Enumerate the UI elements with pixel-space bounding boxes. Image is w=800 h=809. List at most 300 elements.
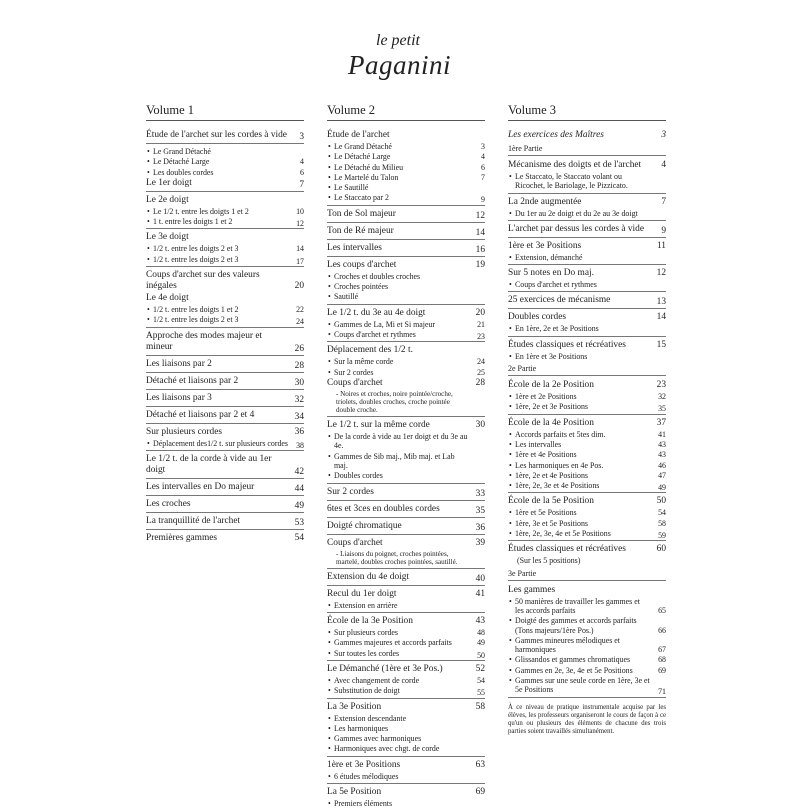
page-number: 54: [294, 532, 304, 543]
page-number: 22: [296, 305, 304, 315]
toc-subentry: [508, 508, 666, 517]
toc-entry: [327, 420, 485, 431]
toc-subentry: [508, 392, 666, 401]
entry-text: Avec changement de corde: [334, 676, 420, 685]
entry-text: Sur la même corde: [334, 357, 394, 367]
toc-entry: [146, 410, 304, 424]
toc-subentry: [327, 390, 485, 417]
toc-subentry: [327, 292, 485, 304]
toc-entry: [327, 345, 485, 356]
toc-entry: [327, 616, 485, 627]
page-number: 42: [294, 466, 304, 477]
toc-subentry: [508, 529, 666, 541]
toc-entry: [146, 516, 304, 530]
entry-text: Le Martelé du Talon: [334, 172, 399, 182]
toc-entry: [508, 585, 666, 596]
page-number: 36: [294, 426, 304, 437]
toc-entry: [146, 270, 304, 292]
page-number: 30: [294, 377, 304, 388]
entry-text: 1ère et 3e Positions: [327, 759, 401, 770]
toc-subentry: [146, 244, 304, 253]
toc-entry: [327, 538, 485, 549]
entry-text: 1ère, 2e, 3e et 4e Positions: [515, 481, 600, 491]
toc-entry: [508, 160, 666, 171]
toc-entry: [508, 544, 666, 555]
toc-entry: [508, 380, 666, 391]
toc-subentry: [327, 272, 485, 281]
page-number: 3: [661, 130, 666, 140]
toc-entry: [327, 260, 485, 271]
toc-entry: [327, 589, 485, 600]
toc-subentry: [327, 163, 485, 172]
entry-text: Doubles cordes: [334, 471, 383, 481]
footer-note: À ce niveau de pratique instrumentale acquise par les élèves, les professeurs organiseront le cours de façon à ce qu'un ou plusieurs des éléments de chacune des trois parties soient travaillés simultanément.: [508, 703, 666, 735]
entry-text: Déplacement des1/2 t. sur plusieurs cordes: [153, 438, 288, 448]
entry-text: Les liaisons par 3: [146, 392, 212, 403]
entry-text: 1/2 t. entre les doigts 2 et 3: [153, 244, 239, 254]
entry-text: La 5e Position: [327, 787, 382, 798]
entry-text: (Sur les 5 positions): [517, 556, 581, 566]
entry-text: 1/2 t. entre les doigts 2 et 3: [153, 254, 239, 264]
page-number: 44: [294, 483, 304, 494]
entry-text: La 2nde augmentée: [508, 196, 582, 207]
page-number: 41: [658, 429, 666, 439]
page-number: 3: [481, 142, 485, 151]
toc-subentry: [146, 217, 304, 229]
toc-entry: [327, 702, 485, 713]
page-number: 10: [296, 206, 304, 216]
entry-text: Déplacement des 1/2 t.: [327, 345, 413, 356]
toc-subentry: [508, 461, 666, 470]
entry-text: 1ère, 2e et 4e Positions: [515, 470, 588, 480]
toc-entry: [327, 487, 485, 501]
page-number: 12: [656, 268, 666, 279]
toc-subentry: [327, 686, 485, 698]
entry-text: Ton de Sol majeur: [327, 208, 396, 219]
toc-subentry: [508, 440, 666, 449]
page-number: 11: [656, 240, 666, 251]
toc-entry: [146, 130, 304, 144]
page-number: 46: [658, 460, 666, 470]
toc-entry: [327, 664, 485, 675]
page-number: 21: [477, 319, 485, 329]
logo-line2: Paganini: [348, 50, 451, 80]
page-number: 35: [658, 404, 666, 414]
page-number: 36: [475, 522, 485, 533]
toc-entry: [146, 293, 304, 304]
entry-text: Études classiques et récréatives: [508, 339, 626, 350]
toc-subentry: [327, 183, 485, 192]
toc-entry: [508, 197, 666, 208]
toc-entry: [508, 496, 666, 507]
entry-text: Gammes mineures mélodiques et harmoniques: [515, 635, 620, 655]
entry-text: Le Grand Détaché: [153, 147, 211, 156]
page-number: 69: [658, 665, 666, 675]
entry-text: Gammes majeures et accords parfaits: [334, 638, 452, 648]
entry-text: 1ère et 4e Positions: [515, 450, 577, 460]
toc-entry: [327, 521, 485, 535]
page-number: 7: [299, 179, 304, 190]
entry-text: 6tes et 3ces en doubles cordes: [327, 503, 440, 514]
page-number: 53: [294, 517, 304, 528]
logo: [346, 30, 456, 86]
page-number: 6: [481, 162, 485, 172]
entry-text: Accords parfaits et 5tes dim.: [515, 429, 606, 439]
toc-subentry: [146, 168, 304, 177]
entry-text: Gammes en 2e, 3e, 4e et 5e Positions: [515, 665, 633, 675]
entry-text: 1 t. entre les doigts 1 et 2: [153, 217, 233, 227]
toc-subentry: [327, 714, 485, 723]
entry-text: Coups d'archet: [327, 377, 383, 388]
entry-text: Harmoniques avec chgt. de corde: [334, 744, 440, 754]
entry-text: Le Détaché du Milieu: [334, 162, 404, 172]
entry-text: Sur toutes les cordes: [334, 648, 400, 658]
logo-line1: le petit: [376, 32, 420, 49]
entry-text: 1/2 t. entre les doigts 2 et 3: [153, 315, 239, 325]
page-number: 43: [475, 616, 485, 627]
page-number: 39: [475, 537, 485, 548]
entry-text: École de la 3e Position: [327, 616, 413, 627]
entry-text: Les doubles cordes: [153, 167, 214, 177]
page-number: 33: [475, 488, 485, 499]
page-number: 58: [475, 701, 485, 712]
toc-subentry: [327, 320, 485, 329]
toc-subentry: [327, 550, 485, 569]
page-number: 35: [475, 505, 485, 516]
entry-text: Extension en arrière: [334, 600, 398, 610]
toc-entry: [146, 359, 304, 373]
toc-entry: [146, 393, 304, 407]
toc-subentry: [508, 402, 666, 414]
volume-1-entries: [146, 130, 304, 544]
page-number: 43: [658, 450, 666, 460]
page-number: 28: [294, 360, 304, 371]
entry-text: 1ère, 2e et 3e Positions: [515, 402, 588, 412]
page-number: 54: [658, 508, 666, 518]
entry-text: Recul du 1er doigt: [327, 588, 397, 599]
page-number: 34: [294, 411, 304, 422]
toc-entry: [327, 572, 485, 586]
toc-subentry: [508, 471, 666, 480]
toc-entry: [146, 232, 304, 243]
entry-text: Le Détaché Large: [153, 157, 210, 167]
toc-subentry: [146, 207, 304, 216]
entry-text: Les harmoniques en 4e Pos.: [515, 460, 604, 470]
entry-text: Sautillé: [334, 292, 359, 302]
toc-subentry: [508, 324, 666, 336]
toc-subentry: [327, 452, 485, 471]
entry-text: Croches et doubles croches: [334, 271, 421, 281]
page-number: 13: [656, 297, 666, 308]
toc-entry: [508, 418, 666, 429]
entry-text: 1ère et 3e Positions: [508, 240, 582, 251]
entry-text: Sur plusieurs cordes: [146, 426, 223, 437]
toc-entry: [146, 499, 304, 513]
entry-text: Le Détaché Large: [334, 152, 391, 162]
toc-entry: [146, 331, 304, 356]
entry-text: Le Démanché (1ère et 3e Pos.): [327, 664, 443, 674]
page-number: 26: [294, 343, 304, 354]
toc-entry: [327, 130, 485, 141]
toc-subentry: [327, 330, 485, 342]
entry-text: Approche des modes majeur et mineur: [146, 330, 263, 352]
toc-subentry: [146, 147, 304, 156]
page-number: 49: [294, 500, 304, 511]
page-number: 12: [475, 210, 485, 221]
page-number: 19: [475, 259, 485, 270]
toc-subentry: [508, 481, 666, 493]
entry-text: Extension descendante: [334, 713, 407, 723]
entry-text: Les intervalles: [327, 242, 382, 253]
page-number: 59: [658, 531, 666, 541]
entry-text: De la corde à vide au 1er doigt et du 3e au 4e.: [334, 432, 468, 451]
entry-text: Les harmoniques: [334, 723, 389, 733]
toc-entry: [327, 226, 485, 240]
entry-text: - Liaisons du poignet, croches pointées, martelé, doubles croches pointées, sautillé.: [336, 549, 458, 566]
entry-text: Les intervalles: [515, 439, 562, 449]
entry-text: Gammes de Sib maj., Mib maj. et Lab maj.: [334, 451, 455, 471]
toc-subentry: [508, 556, 666, 565]
toc-entry: [146, 178, 304, 192]
toc-entry: [508, 224, 666, 238]
page-number: 48: [477, 628, 485, 638]
entry-text: Le 3e doigt: [146, 232, 189, 243]
entry-text: 1ère et 5e Positions: [515, 508, 577, 518]
entry-text: Doigté des gammes et accords parfaits (Tons majeurs/1ère Pos.): [515, 616, 637, 635]
toc-subentry: [327, 368, 485, 377]
entry-text: Détaché et liaisons par 2 et 4: [146, 409, 255, 420]
entry-text: Les liaisons par 2: [146, 358, 212, 369]
page-number: 24: [296, 317, 304, 327]
page-number: 23: [477, 331, 485, 341]
page-number: 14: [475, 227, 485, 238]
entry-text: - Noires et croches, noire pointée/croche, triolets, doubles croches, croche pointée double croche.: [336, 389, 453, 415]
page-number: 49: [477, 638, 485, 648]
toc-entry: [508, 268, 666, 279]
entry-text: Le Staccato par 2: [334, 193, 389, 203]
entry-text: École de la 5e Position: [508, 496, 594, 507]
page-number: 37: [656, 417, 666, 428]
entry-text: Extension, démanché: [515, 252, 583, 262]
entry-text: 3e Partie: [508, 568, 537, 578]
entry-text: Premières gammes: [146, 532, 218, 543]
toc-subentry: [508, 597, 666, 616]
page-number: 3: [299, 132, 304, 142]
toc-subentry: [327, 638, 485, 647]
entry-text: Coups d'archet: [327, 537, 383, 548]
entry-text: 1ère, 2e, 3e, 4e et 5e Positions: [515, 529, 611, 539]
page-number: 14: [656, 312, 666, 323]
entry-text: Le 1/2 t. entre les doigts 1 et 2: [153, 206, 249, 216]
entry-text: Les exercices des Maîtres: [508, 130, 604, 140]
toc-subentry: [327, 152, 485, 161]
volume-3-column: [508, 104, 666, 736]
toc-subentry: [327, 601, 485, 613]
toc-entry: [327, 760, 485, 771]
toc-subentry: [327, 193, 485, 205]
entry-text: Le 1/2 t. sur la même corde: [327, 420, 430, 431]
toc-subentry: [327, 649, 485, 661]
entry-text: 25 exercices de mécanisme: [508, 295, 611, 306]
toc-entry: [508, 241, 666, 252]
page-number: 16: [475, 244, 485, 255]
page-number: 14: [296, 244, 304, 254]
toc-subentry: [146, 439, 304, 451]
entry-text: Les gammes: [508, 584, 556, 595]
toc-subentry: [508, 253, 666, 265]
toc-subentry: [146, 255, 304, 267]
page-number: 9: [481, 195, 485, 205]
page-number: 28: [475, 377, 485, 388]
entry-text: Le Staccato, le Staccato volant ou Ricochet, le Bariolage, le Pizzicato.: [515, 172, 628, 191]
section-heading: [508, 569, 666, 581]
page-number: 30: [475, 420, 485, 431]
page-number: 71: [658, 687, 666, 697]
volume-title: Volume 1: [146, 104, 304, 121]
volume-3-entries: [508, 130, 666, 698]
entry-text: Les coups d'archet: [327, 259, 397, 270]
entry-text: Le 1er doigt: [146, 177, 192, 188]
entry-text: 1ère, 3e et 5e Positions: [515, 518, 588, 528]
toc-subentry: [327, 173, 485, 182]
page-number: 47: [658, 470, 666, 480]
toc-entry: [146, 533, 304, 544]
entry-text: L'archet par dessus les cordes à vide: [508, 223, 645, 234]
page-number: 67: [658, 645, 666, 655]
page-number: 32: [658, 392, 666, 402]
toc-subentry: [327, 628, 485, 637]
page-number: 69: [475, 787, 485, 798]
page-number: 40: [475, 573, 485, 584]
page-number: 7: [481, 172, 485, 182]
toc-entry: [146, 195, 304, 206]
page-number: 4: [661, 160, 666, 170]
toc-subentry: [327, 432, 485, 451]
toc-subentry: [327, 142, 485, 151]
volume-1-column: [146, 104, 304, 545]
entry-text: Le 4e doigt: [146, 293, 189, 304]
page-number: 23: [656, 380, 666, 391]
page-number: 12: [296, 219, 304, 229]
toc-subentry: [508, 519, 666, 528]
page-number: 6: [300, 167, 304, 177]
entry-text: Le 2e doigt: [146, 194, 189, 205]
entry-text: Sur 2 cordes: [334, 367, 374, 377]
toc-entry: [508, 340, 666, 351]
entry-text: Étude de l'archet: [327, 130, 390, 140]
entry-text: Doigté chromatique: [327, 520, 402, 531]
toc-subentry: [146, 305, 304, 314]
entry-text: En 1ère, 2e et 3e Positions: [515, 324, 599, 334]
section-heading: [508, 144, 666, 156]
toc-entry: [327, 308, 485, 319]
entry-text: Détaché et liaisons par 2: [146, 375, 239, 386]
toc-subentry: [146, 315, 304, 327]
entry-text: Les intervalles en Do majeur: [146, 481, 255, 492]
entry-text: En 1ère et 3e Positions: [515, 351, 588, 361]
volume-2-column: [327, 104, 485, 809]
toc-subentry: [327, 357, 485, 366]
toc-entry: [508, 312, 666, 323]
toc-subentry: [327, 471, 485, 483]
entry-text: Croches pointées: [334, 282, 389, 292]
section-heading: [508, 364, 666, 376]
toc-subentry: [508, 352, 666, 361]
entry-text: 1/2 t. entre les doigts 1 et 2: [153, 305, 239, 315]
entry-text: La 3e Position: [327, 701, 382, 712]
entry-text: Sur 5 notes en Do maj.: [508, 268, 594, 279]
toc-entry: [146, 427, 304, 438]
entry-text: Le Sautillé: [334, 183, 369, 193]
page-number: 4: [481, 152, 485, 162]
entry-text: Mécanisme des doigts et de l'archet: [508, 160, 642, 170]
entry-text: Coups d'archet et rythmes: [515, 280, 597, 290]
page-number: 49: [658, 483, 666, 493]
toc-subentry: [508, 666, 666, 675]
toc-subentry: [508, 280, 666, 292]
entry-text: Étude de l'archet sur les cordes à vide: [146, 130, 287, 140]
page-number: 68: [658, 655, 666, 665]
entry-text: Études classiques et récréatives: [508, 544, 626, 555]
page-number: 55: [477, 688, 485, 698]
toc-subentry: [327, 799, 485, 808]
entry-text: Le Grand Détaché: [334, 142, 392, 151]
entry-text: Du 1er au 2e doigt et du 2e au 3e doigt: [515, 208, 638, 218]
toc-entry: [146, 482, 304, 496]
entry-text: Substitution de doigt: [334, 686, 400, 696]
page-number: 20: [294, 281, 304, 292]
volume-title: Volume 3: [508, 104, 666, 121]
entry-text: 1ère Partie: [508, 144, 543, 153]
page-number: 17: [296, 256, 304, 266]
entry-text: 2e Partie: [508, 364, 537, 374]
entry-text: Gammes sur une seule corde en 1ère, 3e et 5e Positions: [515, 676, 650, 695]
toc-subentry: [508, 209, 666, 221]
toc-subentry: [508, 450, 666, 459]
entry-text: Glissandos et gammes chromatiques: [515, 655, 631, 665]
volume-2-entries: [327, 130, 485, 808]
toc-entry: [327, 504, 485, 518]
toc-entry: [146, 454, 304, 479]
page-number: 20: [475, 307, 485, 318]
entry-text: Sur 2 cordes: [327, 486, 374, 497]
entry-text: 1ère et 2e Positions: [515, 392, 577, 402]
toc-entry: [327, 378, 485, 389]
page-number: 38: [296, 440, 304, 450]
page-number: 50: [656, 496, 666, 507]
entry-text: Le 1/2 t. de la corde à vide au 1er doigt: [146, 453, 272, 475]
page-number: 50: [477, 650, 485, 660]
entry-text: 50 manières de travailler les gammes et les accords parfaits: [515, 596, 640, 615]
page-number: 24: [477, 357, 485, 367]
toc-subentry: [508, 655, 666, 664]
toc-entry: [327, 209, 485, 223]
page-number: 25: [477, 367, 485, 377]
page-number: 65: [658, 605, 666, 615]
entry-text: Premiers éléments: [334, 799, 393, 809]
toc-subentry: [327, 772, 485, 784]
entry-text: Doubles cordes: [508, 312, 567, 323]
page-number: 4: [300, 157, 304, 167]
toc-subentry: [508, 676, 666, 698]
entry-text: École de la 2e Position: [508, 380, 594, 391]
toc-subentry: [508, 430, 666, 439]
toc-entry: [327, 787, 485, 798]
entry-text: Sur plusieurs cordes: [334, 628, 398, 638]
toc-subentry: [327, 724, 485, 733]
toc-entry: [146, 376, 304, 390]
toc-entry: [508, 295, 666, 309]
